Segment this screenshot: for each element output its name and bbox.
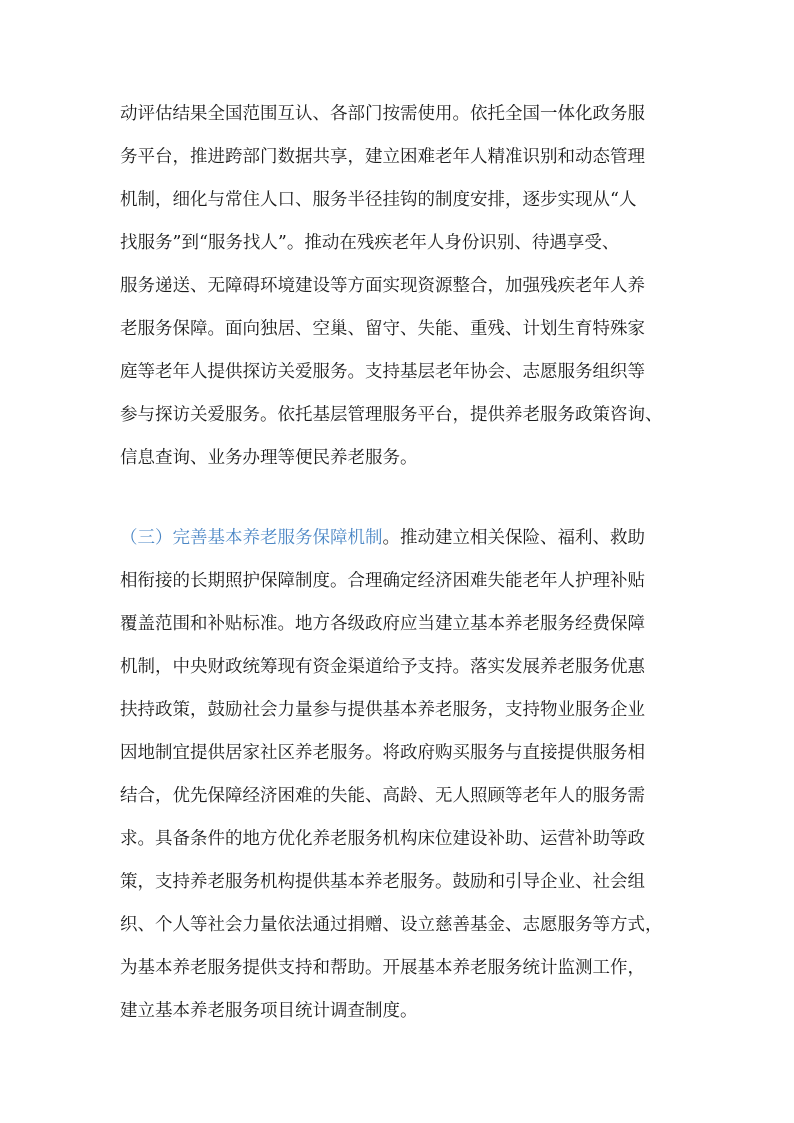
- paragraph-line: 求。具备条件的地方优化养老服务机构床位建设补助、运营补助等政: [120, 829, 645, 849]
- paragraph-line: 服务递送、无障碍环境建设等方面实现资源整合，加强残疾老年人养: [120, 276, 645, 296]
- paragraph-line: 扶持政策，鼓励社会力量参与提供基本养老服务，支持物业服务企业: [120, 700, 645, 720]
- paragraph-line: 建立基本养老服务项目统计调查制度。: [120, 1001, 418, 1021]
- paragraph-line: 找服务”到“服务找人”。推动在残疾老年人身份识别、待遇享受、: [120, 233, 620, 253]
- paragraph-line: 为基本养老服务提供支持和帮助。开展基本养老服务统计监测工作，: [120, 958, 645, 978]
- paragraph-line: 因地制宜提供居家社区养老服务。将政府购买服务与直接提供服务相: [120, 743, 645, 763]
- paragraph-line: 织、个人等社会力量依法通过捐赠、设立慈善基金、志愿服务等方式，: [120, 915, 663, 935]
- paragraph-line: 务平台，推进跨部门数据共享，建立困难老年人精准识别和动态管理: [120, 147, 645, 167]
- paragraph-line: 庭等老年人提供探访关爱服务。支持基层老年协会、志愿服务组织等: [120, 362, 645, 382]
- heading-line-rest: 。推动建立相关保险、福利、救助: [382, 528, 645, 548]
- paragraph-line: 参与探访关爱服务。依托基层管理服务平台，提供养老服务政策咨询、: [120, 405, 663, 425]
- paragraph-line: 信息查询、业务办理等便民养老服务。: [120, 448, 418, 468]
- paragraph-line: 机制，中央财政统筹现有资金渠道给予支持。落实发展养老服务优惠: [120, 657, 645, 677]
- paragraph-line: 结合，优先保障经济困难的失能、高龄、无人照顾等老年人的服务需: [120, 786, 645, 806]
- paragraph-line: 老服务保障。面向独居、空巢、留守、失能、重残、计划生育特殊家: [120, 319, 645, 339]
- paragraph-line: 相衔接的长期照护保障制度。合理确定经济困难失能老年人护理补贴: [120, 571, 645, 591]
- section-heading: （三）完善基本养老服务保障机制: [120, 528, 383, 548]
- paragraph-line: 动评估结果全国范围互认、各部门按需使用。依托全国一体化政务服: [120, 104, 645, 124]
- paragraph-line: 覆盖范围和补贴标准。地方各级政府应当建立基本养老服务经费保障: [120, 614, 645, 634]
- paragraph-first-line: [120, 524, 645, 552]
- paragraph-line: 机制，细化与常住人口、服务半径挂钩的制度安排，逐步实现从“人: [120, 190, 637, 210]
- paragraph-line: 策，支持养老服务机构提供基本养老服务。鼓励和引导企业、社会组: [120, 872, 645, 892]
